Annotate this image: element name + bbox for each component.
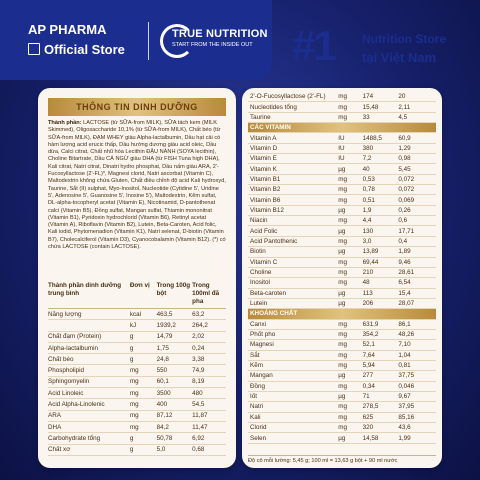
table-cell: µg bbox=[338, 288, 362, 298]
table-cell: g bbox=[130, 342, 157, 353]
table-cell: 48 bbox=[363, 278, 399, 288]
table-cell: 206 bbox=[363, 298, 399, 308]
table-cell: Vitamin C bbox=[248, 257, 338, 267]
table-cell: mg bbox=[338, 267, 362, 277]
section-header-row bbox=[248, 309, 436, 319]
table-cell: 3,38 bbox=[192, 354, 226, 365]
table-cell: 14,79 bbox=[157, 331, 193, 342]
table-cell: 5,94 bbox=[363, 360, 399, 370]
table-cell: 0,26 bbox=[398, 205, 436, 215]
table-row bbox=[248, 205, 436, 215]
table-cell: µg bbox=[338, 226, 362, 236]
table-row bbox=[248, 278, 436, 288]
table-cell: kcal bbox=[130, 309, 157, 320]
table-cell: Canxi bbox=[248, 319, 338, 329]
table-row bbox=[48, 388, 226, 399]
table-cell bbox=[48, 320, 130, 331]
table-cell: Kẽm bbox=[248, 360, 338, 370]
table-cell: mg bbox=[338, 278, 362, 288]
table-cell: 277 bbox=[363, 371, 399, 381]
table-cell: 264,2 bbox=[192, 320, 226, 331]
table-cell: 7,10 bbox=[398, 340, 436, 350]
table-cell: mg bbox=[338, 340, 362, 350]
store-name: AP PHARMA bbox=[28, 22, 107, 37]
table-cell: mg bbox=[130, 365, 157, 376]
table-cell: 11,47 bbox=[192, 421, 226, 432]
table-cell: 40 bbox=[363, 164, 399, 174]
table-cell: mg bbox=[338, 185, 362, 195]
left-table-body bbox=[48, 309, 226, 456]
table-cell: 1,04 bbox=[398, 350, 436, 360]
table-cell: 113 bbox=[363, 288, 399, 298]
table-row bbox=[248, 319, 436, 329]
table-cell: mg bbox=[338, 236, 362, 246]
section-header: CÁC VITAMIN bbox=[248, 123, 436, 133]
table-cell: 71 bbox=[363, 391, 399, 401]
table-row bbox=[248, 433, 436, 443]
table-cell: 37,75 bbox=[398, 371, 436, 381]
table-cell: 37,95 bbox=[398, 402, 436, 412]
table-cell: 50,78 bbox=[157, 433, 193, 444]
table-cell: 480 bbox=[192, 388, 226, 399]
header bbox=[0, 0, 480, 84]
table-cell: 74,9 bbox=[192, 365, 226, 376]
table-row bbox=[48, 421, 226, 432]
table-cell: mg bbox=[338, 216, 362, 226]
table-cell: 631,9 bbox=[363, 319, 399, 329]
table-cell: mg bbox=[338, 102, 362, 112]
table-cell: 130 bbox=[363, 226, 399, 236]
table-row bbox=[248, 381, 436, 391]
table-cell: mg bbox=[338, 174, 362, 184]
table-header-row bbox=[48, 282, 226, 309]
table-cell: µg bbox=[338, 164, 362, 174]
table-cell: mg bbox=[130, 399, 157, 410]
table-cell: 9,67 bbox=[398, 391, 436, 401]
table-cell: 0,046 bbox=[398, 381, 436, 391]
table-cell: 0,68 bbox=[192, 444, 226, 455]
table-cell: 0,069 bbox=[398, 195, 436, 205]
table-cell: 60,9 bbox=[398, 133, 436, 143]
table-cell: µg bbox=[338, 371, 362, 381]
table-cell: 87,12 bbox=[157, 410, 193, 421]
col-header-per-100ml: Trong 100ml đã pha bbox=[192, 282, 226, 309]
store-banner bbox=[0, 0, 272, 80]
table-cell: IU bbox=[338, 143, 362, 153]
table-cell: mg bbox=[338, 92, 362, 102]
ingredients-label: Thành phần: bbox=[48, 120, 82, 126]
table-cell: Natri bbox=[248, 402, 338, 412]
table-row bbox=[48, 365, 226, 376]
table-cell: 0,6 bbox=[398, 216, 436, 226]
table-row bbox=[248, 247, 436, 257]
rank-text-line2: tại Việt Nam bbox=[362, 50, 437, 65]
table-cell: 84,2 bbox=[157, 421, 193, 432]
header-divider bbox=[148, 22, 149, 60]
table-cell: 210 bbox=[363, 267, 399, 277]
table-cell: Vitamin B1 bbox=[248, 174, 338, 184]
table-cell: 0,24 bbox=[192, 342, 226, 353]
table-cell: g bbox=[130, 444, 157, 455]
table-cell: 7,2 bbox=[363, 154, 399, 164]
table-cell: 0,072 bbox=[398, 174, 436, 184]
brand-tagline: START FROM THE INSIDE OUT bbox=[172, 42, 253, 48]
table-cell: mg bbox=[338, 360, 362, 370]
table-cell: 0,4 bbox=[398, 236, 436, 246]
table-cell: Vitamin B12 bbox=[248, 205, 338, 215]
ingredients-list: LACTOSE (từ SỮA-from MILK), SỮA tách kem (MILK Skimmed), Oligosaccharide 10,1% (từ SỮA-from MILK), Chất béo (từ SỮA-from MILK), ĐẠM WHEY giàu Alpha-lactalbumin, Dầu hạt cải có hàm lượng acid erucic thấp, Dầu hướng dương giàu acid oleic, Dầu dừa, Calci citrat, Chất nhũ hóa Lecithin ĐẬU NÀNH (SOYA lecithin), Choline Bitartrate, Dầu CÁ NGỪ giàu DHA (từ FISH Tuna high DHA), Kali citrat, Natri citrat, Dinatri hydro phosphat, Dầu nấm giàu ARA, 2'-Fucosyllactose (2'-FL)*, Magnesi clorid, Natri ascorbat (Vitamin C), Maltodextrin không chứa Gluten, Chất điều chỉnh độ acid Kali hydroxyd, Taurine, Sắt (II) sulphat, Myo-Inositol, Nucleotide (Cytidine 5', Uridine 5', Adenosine 5', Guanosine 5', Inosine 5'), Maltodextrin, Kẽm sulfat, DL-alpha-tocopheryl acetat (Vitamin E), Nicotinamid, D-pantothenat calci (Vitamin B5), Đồng sulfat, Mangan sulfat, Thiamin mononitrat (Vitamin B1), Pyridoxin hydrochlorid (Vitamin B6), Retinyl acetat (Vitamin A), Riboflavin (Vitamin B2), Lutein, Beta-Caroten, Acid folic, Kali iodid, Phytomenadion (Vitamin K1), Natri selenat, D-biotin (Vitamin B7), Cholecalciferol (Vitamin D3), Cyanocobalamin (Vitamin B12). (*) có chứa LACTOSE (contain LACTOSE). bbox=[48, 120, 226, 251]
table-cell: 0,34 bbox=[363, 381, 399, 391]
table-cell: Nucleotides tổng bbox=[248, 102, 338, 112]
table-cell: Inositol bbox=[248, 278, 338, 288]
table-cell: 69,44 bbox=[363, 257, 399, 267]
section-header: KHOÁNG CHẤT bbox=[248, 309, 436, 319]
table-cell: 2'-O-Fucosyllactose (2'-FL) bbox=[248, 92, 338, 102]
table-cell: Niacin bbox=[248, 216, 338, 226]
table-cell: 33 bbox=[363, 112, 399, 122]
table-cell: 0,78 bbox=[363, 185, 399, 195]
table-cell: Đồng bbox=[248, 381, 338, 391]
table-cell: Acid Pantothenic bbox=[248, 236, 338, 246]
table-cell: 28,07 bbox=[398, 298, 436, 308]
table-cell: mg bbox=[338, 412, 362, 422]
table-cell: 86,1 bbox=[398, 319, 436, 329]
nutrition-table-card-right bbox=[242, 88, 442, 468]
table-cell: 6,54 bbox=[398, 278, 436, 288]
table-cell: 0,53 bbox=[363, 174, 399, 184]
table-row bbox=[48, 354, 226, 365]
nutrition-info-card bbox=[38, 88, 236, 468]
nutrition-table-left bbox=[48, 282, 226, 456]
table-row bbox=[248, 391, 436, 401]
table-cell: Acid Folic bbox=[248, 226, 338, 236]
table-cell: 54,5 bbox=[192, 399, 226, 410]
table-cell: Vitamin B2 bbox=[248, 185, 338, 195]
table-cell: 85,16 bbox=[398, 412, 436, 422]
table-cell: Taurine bbox=[248, 112, 338, 122]
table-cell: Vitamin E bbox=[248, 154, 338, 164]
table-cell: mg bbox=[130, 388, 157, 399]
table-row bbox=[248, 195, 436, 205]
table-cell: 13,89 bbox=[363, 247, 399, 257]
table-row bbox=[248, 412, 436, 422]
table-cell: 550 bbox=[157, 365, 193, 376]
table-row bbox=[248, 143, 436, 153]
table-cell: 5,0 bbox=[157, 444, 193, 455]
table-cell: mg bbox=[338, 319, 362, 329]
official-store-label bbox=[28, 42, 125, 57]
table-cell: 8,19 bbox=[192, 376, 226, 387]
table-row bbox=[48, 410, 226, 421]
right-table-body bbox=[248, 92, 436, 443]
table-cell: Vitamin D bbox=[248, 143, 338, 153]
table-row bbox=[248, 340, 436, 350]
table-cell: mg bbox=[130, 376, 157, 387]
table-row bbox=[248, 267, 436, 277]
table-row bbox=[248, 164, 436, 174]
table-cell: mg bbox=[338, 195, 362, 205]
table-cell: Chất xơ bbox=[48, 444, 130, 455]
table-row bbox=[248, 154, 436, 164]
table-cell: Sắt bbox=[248, 350, 338, 360]
table-cell: 278,5 bbox=[363, 402, 399, 412]
table-cell: µg bbox=[338, 298, 362, 308]
table-cell: 354,2 bbox=[363, 329, 399, 339]
col-header-component: Thành phần dinh dưỡng trung bình bbox=[48, 282, 130, 309]
table-row bbox=[248, 102, 436, 112]
table-cell: 1939,2 bbox=[157, 320, 193, 331]
table-cell: Biotin bbox=[248, 247, 338, 257]
table-cell: mg bbox=[130, 421, 157, 432]
table-cell: 3,0 bbox=[363, 236, 399, 246]
table-cell: 4,5 bbox=[398, 112, 436, 122]
nutrition-title: THÔNG TIN DINH DƯỠNG bbox=[48, 98, 226, 116]
table-cell: mg bbox=[130, 410, 157, 421]
table-row bbox=[48, 444, 226, 455]
table-cell: Acid Alpha-Linolenic bbox=[48, 399, 130, 410]
table-cell: 52,1 bbox=[363, 340, 399, 350]
table-cell: 60,1 bbox=[157, 376, 193, 387]
rank-banner bbox=[272, 0, 480, 84]
table-cell: µg bbox=[338, 391, 362, 401]
table-cell: Chất đạm (Protein) bbox=[48, 331, 130, 342]
ingredients-text bbox=[48, 120, 226, 251]
table-cell: 9,46 bbox=[398, 257, 436, 267]
table-cell: Clorid bbox=[248, 423, 338, 433]
table-row bbox=[248, 350, 436, 360]
table-cell: Beta-caroten bbox=[248, 288, 338, 298]
table-cell: mg bbox=[338, 329, 362, 339]
table-cell: µg bbox=[338, 247, 362, 257]
table-row bbox=[248, 329, 436, 339]
table-cell: 380 bbox=[363, 143, 399, 153]
table-cell: 14,58 bbox=[363, 433, 399, 443]
table-cell: 625 bbox=[363, 412, 399, 422]
table-row bbox=[248, 236, 436, 246]
table-cell: kJ bbox=[130, 320, 157, 331]
table-cell: Sphingomyelin bbox=[48, 376, 130, 387]
table-row bbox=[48, 376, 226, 387]
table-row bbox=[248, 288, 436, 298]
table-cell: g bbox=[130, 433, 157, 444]
table-row bbox=[248, 257, 436, 267]
nutrition-table-right bbox=[248, 92, 436, 444]
col-header-per-100g: Trong 100g bột bbox=[157, 282, 193, 309]
table-cell: µg bbox=[338, 433, 362, 443]
table-cell: IU bbox=[338, 133, 362, 143]
table-cell: 1,75 bbox=[157, 342, 193, 353]
rank-number: #1 bbox=[292, 22, 335, 69]
table-cell: Vitamin B6 bbox=[248, 195, 338, 205]
table-cell: 1,99 bbox=[398, 433, 436, 443]
table-cell: 15,48 bbox=[363, 102, 399, 112]
table-cell: Selen bbox=[248, 433, 338, 443]
table-cell: Năng lượng bbox=[48, 309, 130, 320]
table-cell: Mangan bbox=[248, 371, 338, 381]
table-cell: 0,98 bbox=[398, 154, 436, 164]
table-cell: 3500 bbox=[157, 388, 193, 399]
table-cell: mg bbox=[338, 402, 362, 412]
table-cell: Iốt bbox=[248, 391, 338, 401]
table-cell: 400 bbox=[157, 399, 193, 410]
table-cell: µg bbox=[338, 205, 362, 215]
table-cell: Acid Linoleic bbox=[48, 388, 130, 399]
official-store-text: Official Store bbox=[44, 42, 125, 57]
table-cell: 2,11 bbox=[398, 102, 436, 112]
table-cell: mg bbox=[338, 112, 362, 122]
table-cell: mg bbox=[338, 381, 362, 391]
table-cell: IU bbox=[338, 154, 362, 164]
table-cell: 11,87 bbox=[192, 410, 226, 421]
table-cell: 15,4 bbox=[398, 288, 436, 298]
table-row bbox=[248, 174, 436, 184]
table-cell: Magnesi bbox=[248, 340, 338, 350]
table-cell: 5,45 bbox=[398, 164, 436, 174]
table-cell: 24,8 bbox=[157, 354, 193, 365]
table-row bbox=[48, 342, 226, 353]
shopping-bag-icon bbox=[28, 43, 40, 55]
table-row bbox=[248, 216, 436, 226]
table-cell: Phospholipid bbox=[48, 365, 130, 376]
table-cell: 0,81 bbox=[398, 360, 436, 370]
table-row bbox=[248, 298, 436, 308]
table-cell: Choline bbox=[248, 267, 338, 277]
table-cell: 48,26 bbox=[398, 329, 436, 339]
table-cell: 63,2 bbox=[192, 309, 226, 320]
table-cell: 320 bbox=[363, 423, 399, 433]
table-cell: 463,5 bbox=[157, 309, 193, 320]
table-cell: 0,51 bbox=[363, 195, 399, 205]
table-cell: ARA bbox=[48, 410, 130, 421]
table-cell: 28,61 bbox=[398, 267, 436, 277]
table-row bbox=[248, 226, 436, 236]
table-row bbox=[248, 185, 436, 195]
table-row bbox=[248, 423, 436, 433]
section-header-row bbox=[248, 123, 436, 133]
table-cell: mg bbox=[338, 257, 362, 267]
table-cell: Chất béo bbox=[48, 354, 130, 365]
table-cell: g bbox=[130, 331, 157, 342]
table-cell: 174 bbox=[363, 92, 399, 102]
table-cell: 6,92 bbox=[192, 433, 226, 444]
table-cell: 4,4 bbox=[363, 216, 399, 226]
table-row bbox=[248, 371, 436, 381]
table-cell: Lutein bbox=[248, 298, 338, 308]
table-row bbox=[248, 402, 436, 412]
table-row bbox=[48, 320, 226, 331]
table-row bbox=[248, 133, 436, 143]
table-cell: 1488,5 bbox=[363, 133, 399, 143]
table-cell: g bbox=[130, 354, 157, 365]
rank-text-line1: Nutrition Store bbox=[362, 32, 446, 46]
table-cell: Phốt pho bbox=[248, 329, 338, 339]
serving-note: Độ cô mỗi lường: 5,45 g; 100 ml = 13,63 g bột + 90 ml nước bbox=[248, 455, 436, 464]
table-cell: 7,64 bbox=[363, 350, 399, 360]
table-cell: 43,6 bbox=[398, 423, 436, 433]
brand-name: TRUE NUTRITION bbox=[172, 28, 268, 40]
table-cell: 1,29 bbox=[398, 143, 436, 153]
table-cell: Alpha-lactalbumin bbox=[48, 342, 130, 353]
table-row bbox=[248, 112, 436, 122]
table-row bbox=[248, 360, 436, 370]
table-row bbox=[48, 399, 226, 410]
table-cell: 1,89 bbox=[398, 247, 436, 257]
table-cell: mg bbox=[338, 423, 362, 433]
table-cell: Vitamin K bbox=[248, 164, 338, 174]
table-cell: Vitamin A bbox=[248, 133, 338, 143]
table-row bbox=[48, 331, 226, 342]
table-cell: mg bbox=[338, 350, 362, 360]
table-cell: Carbohydrate tổng bbox=[48, 433, 130, 444]
table-cell: 17,71 bbox=[398, 226, 436, 236]
table-row bbox=[48, 309, 226, 320]
table-row bbox=[248, 92, 436, 102]
table-cell: 1,9 bbox=[363, 205, 399, 215]
table-cell: Kali bbox=[248, 412, 338, 422]
table-cell: DHA bbox=[48, 421, 130, 432]
table-row bbox=[48, 433, 226, 444]
col-header-unit: Đơn vị bbox=[130, 282, 157, 309]
table-cell: 2,02 bbox=[192, 331, 226, 342]
table-cell: 20 bbox=[398, 92, 436, 102]
table-cell: 0,072 bbox=[398, 185, 436, 195]
